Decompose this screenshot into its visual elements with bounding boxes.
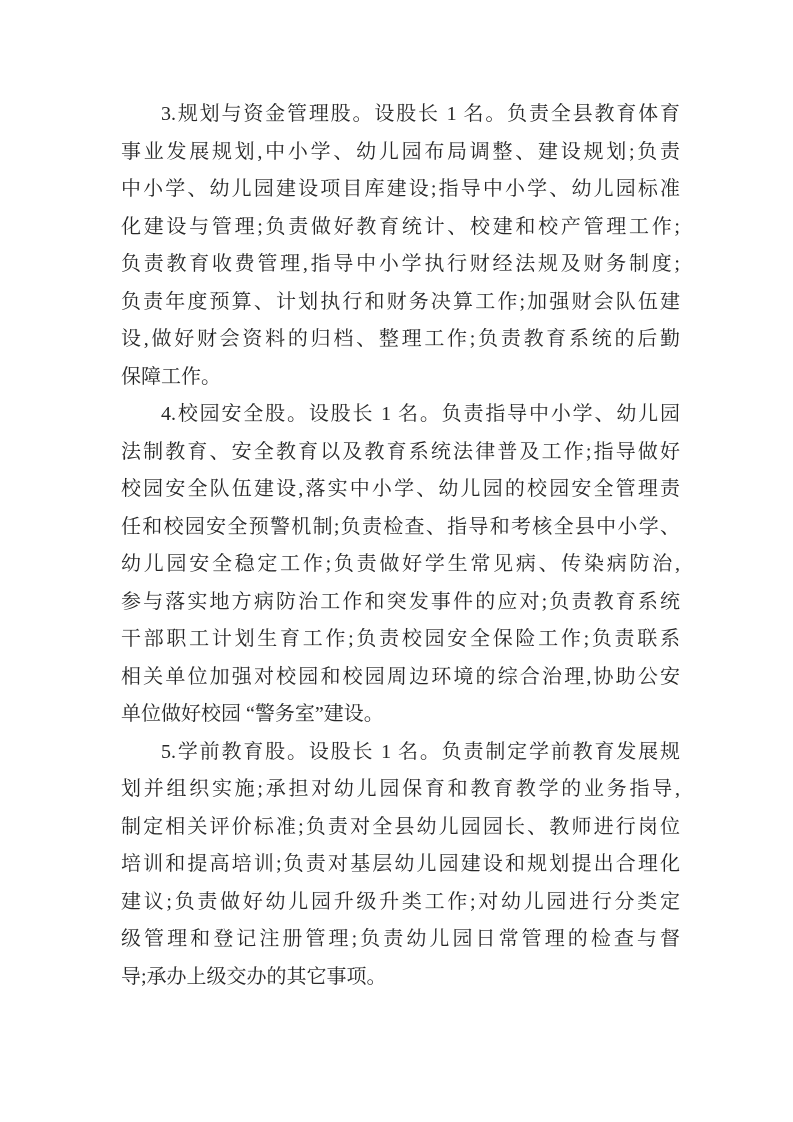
text-line: 设,做好财会资料的归档、整理工作;负责教育系统的后勤: [121, 328, 680, 350]
text-line: 任和校园安全预警机制;负责检查、指导和考核全县中小学、: [121, 515, 680, 538]
text-line: 相关单位加强对校园和校园周边环境的综合治理,协助公安: [121, 665, 680, 688]
paragraph-section-5: [121, 734, 680, 997]
text-line: 培训和提高培训;负责对基层幼儿园建设和规划提出合理化: [121, 853, 680, 875]
text-line: 保障工作。: [121, 365, 221, 388]
text-line: 级管理和登记注册管理;负责幼儿园日常管理的检查与督: [121, 928, 680, 950]
text-line: 5.学前教育股。设股长 1 名。负责制定学前教育发展规: [161, 740, 680, 763]
text-line: 化建设与管理;负责做好教育统计、校建和校产管理工作;: [121, 215, 680, 238]
text-line: 4.校园安全股。设股长 1 名。负责指导中小学、幼儿园: [161, 403, 680, 425]
text-line: 负责年度预算、计划执行和财务决算工作;加强财会队伍建: [121, 290, 680, 313]
text-line: 3.规划与资金管理股。设股长 1 名。负责全县教育体育: [161, 103, 680, 125]
text-line: 参与落实地方病防治工作和突发事件的应对;负责教育系统: [121, 590, 680, 613]
text-line: 建议;负责做好幼儿园升级升类工作;对幼儿园进行分类定: [121, 890, 680, 913]
paragraph-section-3: [121, 96, 680, 396]
text-line: 制定相关评价标准;负责对全县幼儿园园长、教师进行岗位: [121, 815, 680, 838]
text-line: 中小学、幼儿园建设项目库建设;指导中小学、幼儿园标准: [121, 178, 680, 200]
text-line: 单位做好校园 “警务室”建设。: [121, 703, 384, 725]
text-line: 干部职工计划生育工作;负责校园安全保险工作;负责联系: [121, 628, 680, 650]
text-block: [121, 96, 680, 996]
text-line: 划并组织实施;承担对幼儿园保育和教育教学的业务指导,: [121, 778, 680, 800]
text-line: 校园安全队伍建设,落实中小学、幼儿园的校园安全管理责: [121, 478, 680, 500]
text-line: 负责教育收费管理,指导中小学执行财经法规及财务制度;: [121, 253, 680, 275]
text-line: 导;承办上级交办的其它事项。: [121, 965, 387, 988]
paragraph-section-4: [121, 396, 680, 734]
text-line: 法制教育、安全教育以及教育系统法律普及工作;指导做好: [121, 440, 680, 463]
text-line: 幼儿园安全稳定工作;负责做好学生常见病、传染病防治,: [121, 553, 680, 575]
text-line: 事业发展规划,中小学、幼儿园布局调整、建设规划;负责: [121, 140, 680, 163]
